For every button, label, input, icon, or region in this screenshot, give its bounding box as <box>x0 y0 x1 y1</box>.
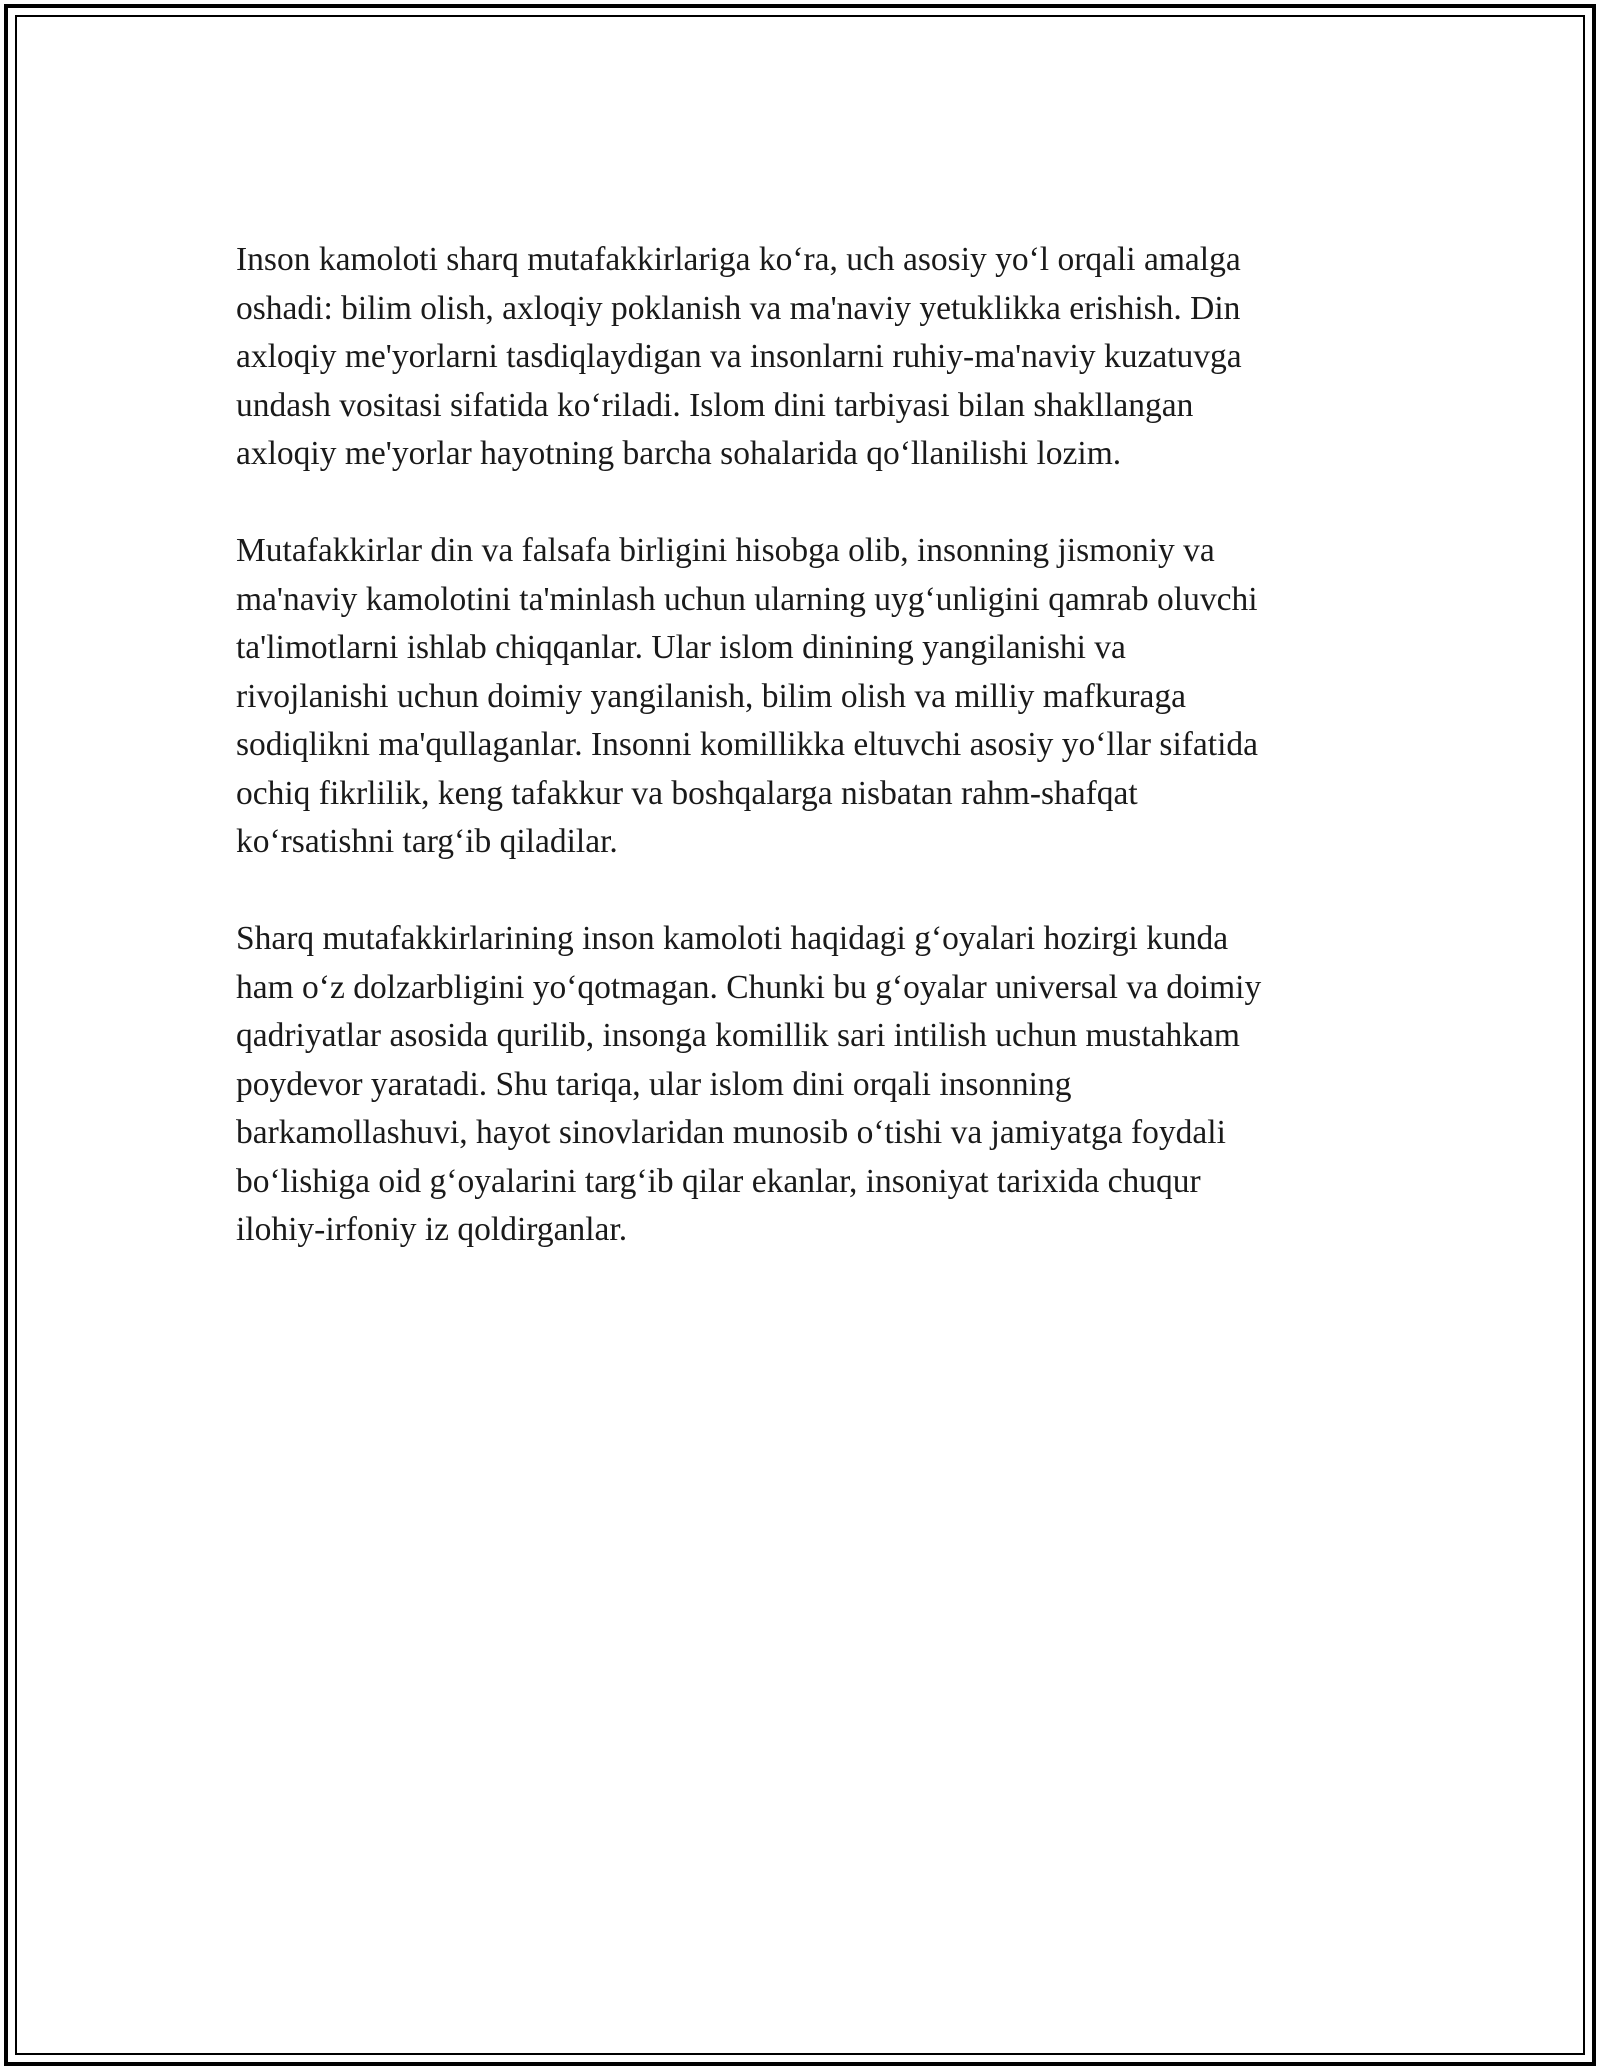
paragraph-1: Inson kamoloti sharq mutafakkirlariga ko‘ra, uch asosiy yo‘l orqali amalga oshadi: bilim olish, axloqiy poklanish va ma'naviy yetuklikka erishish. Din axloqiy me'yorlarni tasdiqlaydigan va insonlarni ruhiy-ma'naviy kuzatuvga undash vositasi sifatida ko‘riladi. Islom dini tarbiyasi bilan shakllangan axloqiy me'yorlar hayotning barcha sohalarida qo‘llanilishi lozim. <box>236 241 1242 472</box>
paragraph-2: Mutafakkirlar din va falsafa birligini hisobga olib, insonning jismoniy va ma'naviy kamolotini ta'minlash uchun ularning uyg‘unligini qamrab oluvchi ta'limotlarni ishlab chiqqanlar. Ular islom dinining yangilanishi va rivojlanishi uchun doimiy yangilanish, bilim olish va milliy mafkuraga sodiqlikni ma'qullaganlar. Insonni komillikka eltuvchi asosiy yo‘llar sifatida ochiq fikrlilik, keng tafakkur va boshqalarga nisbatan rahm-shafqat ko‘rsatishni targ‘ib qiladilar. <box>236 532 1259 860</box>
document-body <box>236 236 1366 1303</box>
paragraph-3: Sharq mutafakkirlarining inson kamoloti haqidagi g‘oyalari hozirgi kunda ham o‘z dolzarbligini yo‘qotmagan. Chunki bu g‘oyalar universal va doimiy qadriyatlar asosida qurilib, insonga komillik sari intilish uchun mustahkam poydevor yaratadi. Shu tariqa, ular islom dini orqali insonning barkamollashuvi, hayot sinovlaridan munosib o‘tishi va jamiyatga foydali bo‘lishiga oid g‘oyalarini targ‘ib qilar ekanlar, insoniyat tarixida chuqur ilohiy-irfoniy iz qoldirganlar. <box>236 920 1262 1248</box>
